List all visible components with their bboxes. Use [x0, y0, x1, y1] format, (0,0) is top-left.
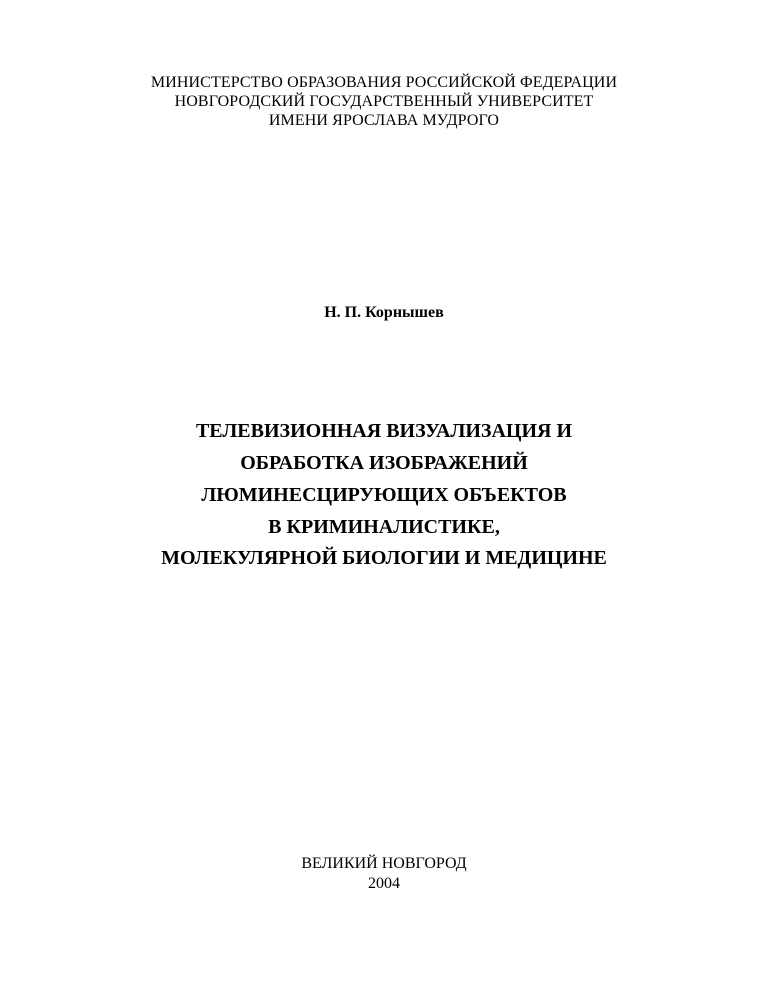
title-line-3: ЛЮМИНЕСЦИРУЮЩИХ ОБЪЕКТОВ: [201, 484, 567, 506]
university-name-line: ИМЕНИ ЯРОСЛАВА МУДРОГО: [268, 112, 500, 129]
title-line-4: В КРИМИНАЛИСТИКЕ,: [268, 516, 500, 538]
title-line-5: МОЛЕКУЛЯРНОЙ БИОЛОГИИ И МЕДИЦИНЕ: [161, 547, 607, 569]
university-line: НОВГОРОДСКИЙ ГОСУДАРСТВЕННЫЙ УНИВЕРСИТЕТ: [174, 93, 594, 110]
ministry-line: МИНИСТЕРСТВО ОБРАЗОВАНИЯ РОССИЙСКОЙ ФЕДЕРАЦИИ: [150, 74, 618, 91]
author-name: Н. П. Корнышев: [324, 304, 444, 321]
title-line-2: ОБРАБОТКА ИЗОБРАЖЕНИЙ: [240, 452, 528, 474]
title-line-1: ТЕЛЕВИЗИОННАЯ ВИЗУАЛИЗАЦИЯ И: [195, 420, 573, 442]
publication-year: 2004: [368, 875, 400, 892]
publication-city: ВЕЛИКИЙ НОВГОРОД: [301, 855, 467, 872]
